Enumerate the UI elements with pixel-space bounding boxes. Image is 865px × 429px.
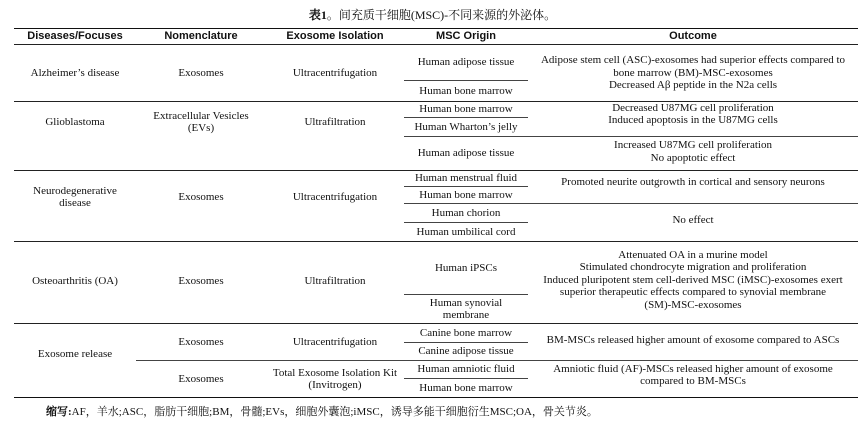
nomenclature-cell: Exosomes bbox=[178, 190, 224, 203]
origin-cell: Canine adipose tissue bbox=[418, 345, 514, 358]
header-diseases: Diseases/Focuses bbox=[27, 30, 123, 43]
origin-cell: Canine bone marrow bbox=[419, 326, 513, 339]
table-caption bbox=[0, 6, 865, 23]
outcome-cell: Increased U87MG cell proliferation No apoptotic effect bbox=[614, 139, 772, 164]
origin-cell: Human chorion bbox=[431, 206, 501, 219]
isolation-cell: Total Exosome Isolation Kit (Invitrogen) bbox=[272, 366, 398, 391]
nomenclature-cell: Exosomes bbox=[178, 66, 224, 79]
isolation-cell: Ultrafiltration bbox=[304, 115, 366, 128]
table-footnote bbox=[46, 403, 598, 419]
caption-label: 表1 bbox=[308, 8, 327, 22]
origin-cell: Human umbilical cord bbox=[416, 225, 516, 238]
outcome-cell: Amniotic fluid (AF)-MSCs released higher amount of exosome compared to BM-MSCs bbox=[553, 362, 833, 387]
origin-cell: Human menstrual fluid bbox=[414, 172, 518, 185]
origin-cell: Human synovial membrane bbox=[429, 296, 503, 321]
isolation-cell: Ultracentrifugation bbox=[292, 190, 378, 203]
header-msc-origin: MSC Origin bbox=[436, 30, 496, 43]
isolation-cell: Ultrafiltration bbox=[304, 274, 366, 287]
caption-text: 。间充质干细胞(MSC)-不同来源的外泌体。 bbox=[326, 8, 557, 22]
footnote-text: AF，羊水;ASC，脂肪干细胞;BM，骨髓;EVs，细胞外囊泡;iMSC，诱导多能干细胞衍生MSC;OA，骨关节炎。 bbox=[71, 406, 598, 418]
disease-neurodegenerative: Neurodegenerative disease bbox=[33, 184, 117, 209]
disease-exosome-release: Exosome release bbox=[37, 347, 113, 360]
header-outcome: Outcome bbox=[669, 30, 717, 43]
origin-cell: Human adipose tissue bbox=[417, 56, 515, 69]
isolation-cell: Ultracentrifugation bbox=[292, 66, 378, 79]
outcome-cell: Promoted neurite outgrowth in cortical and sensory neurons bbox=[561, 176, 825, 189]
outcome-cell: BM-MSCs released higher amount of exosome compared to ASCs bbox=[546, 333, 840, 346]
header-nomenclature: Nomenclature bbox=[164, 30, 238, 43]
footnote-label: 缩写: bbox=[46, 406, 72, 418]
origin-cell: Human bone marrow bbox=[419, 381, 513, 394]
origin-cell: Human bone marrow bbox=[419, 188, 513, 201]
origin-cell: Human Wharton’s jelly bbox=[414, 120, 518, 133]
origin-cell: Human bone marrow bbox=[419, 84, 513, 97]
header-exosome-isolation: Exosome Isolation bbox=[286, 30, 384, 43]
outcome-cell: Decreased U87MG cell proliferation Induced apoptosis in the U87MG cells bbox=[608, 101, 778, 126]
disease-glioblastoma: Glioblastoma bbox=[45, 115, 105, 128]
disease-osteoarthritis: Osteoarthritis (OA) bbox=[32, 274, 118, 287]
nomenclature-cell: Exosomes bbox=[178, 335, 224, 348]
nomenclature-cell: Extracellular Vesicles (EVs) bbox=[153, 109, 249, 134]
origin-cell: Human amniotic fluid bbox=[417, 363, 515, 376]
outcome-cell: Adipose stem cell (ASC)-exosomes had superior effects compared to bone marrow (BM)-MSC-exosomes Decreased Aβ peptide in the N2a cells bbox=[540, 54, 846, 92]
outcome-cell: Attenuated OA in a murine model Stimulated chondrocyte migration and proliferation Induced pluripotent stem cell-derived MSC (iMSC)-exosomes exert superior therapeutic effects compared to synovial membrane (SM)-MSC-exosomes bbox=[543, 248, 843, 311]
isolation-cell: Ultracentrifugation bbox=[292, 335, 378, 348]
table-bottom-rule bbox=[14, 397, 858, 398]
nomenclature-cell: Exosomes bbox=[178, 372, 224, 385]
outcome-cell: No effect bbox=[672, 213, 714, 226]
origin-cell: Human adipose tissue bbox=[417, 147, 515, 160]
disease-alzheimers: Alzheimer’s disease bbox=[30, 66, 120, 79]
nomenclature-cell: Exosomes bbox=[178, 274, 224, 287]
origin-cell: Human bone marrow bbox=[419, 103, 513, 116]
origin-cell: Human iPSCs bbox=[434, 261, 498, 274]
